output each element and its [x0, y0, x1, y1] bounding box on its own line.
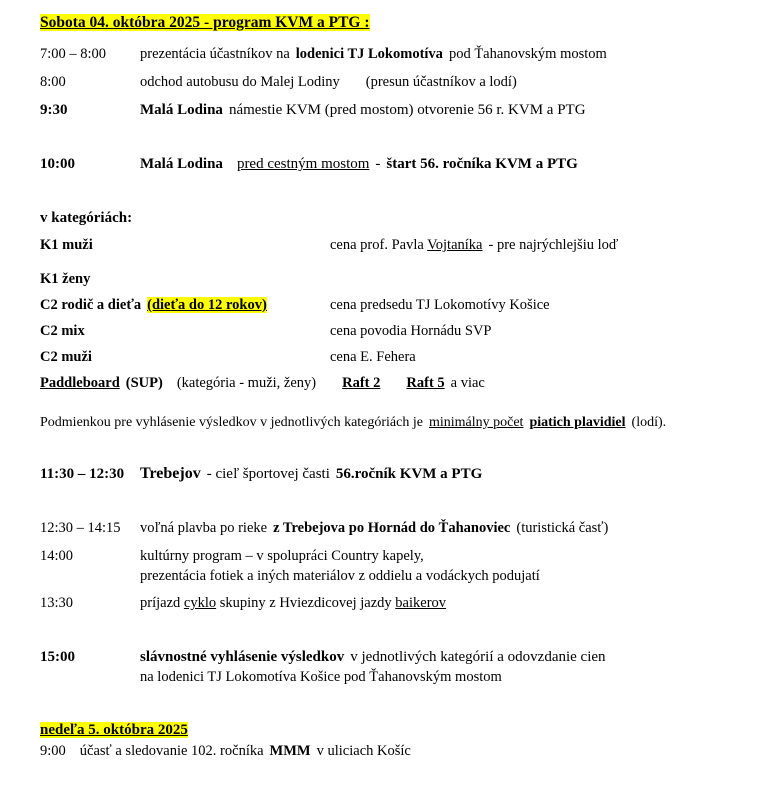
- category-prize-tail: - pre najrýchlejšiu loď: [488, 237, 619, 253]
- start-row: [40, 156, 743, 173]
- category-name: C2 mix: [40, 323, 85, 339]
- condition-tail: (lodí).: [631, 415, 667, 430]
- schedule-desc: [140, 465, 743, 483]
- schedule-row: [40, 74, 743, 91]
- schedule-bold-tail: 56.ročník KVM a PTG: [335, 466, 483, 482]
- schedule-row: [40, 465, 743, 483]
- schedule-desc: [140, 74, 743, 91]
- start-bold-tail: štart 56. ročníka KVM a PTG: [386, 156, 578, 172]
- final-row: [40, 649, 743, 666]
- start-underlined: pred cestným mostom: [236, 156, 370, 172]
- category-row: [40, 349, 743, 366]
- final-line2: na lodenici TJ Lokomotíva Košice pod Ťahanovským mostom: [140, 669, 502, 685]
- raft2-label: Raft 2: [342, 375, 381, 391]
- category-prize-text: cena prof. Pavla Vojtaníka - pre najrýchlejšiu loď: [330, 237, 619, 253]
- schedule-row: [40, 46, 743, 63]
- sunday-row: [40, 743, 743, 760]
- schedule-desc: príjazd cyklo skupiny z Hviezdicovej jazdy baikerov: [140, 595, 447, 611]
- category-prize: cena E. Fehera: [330, 349, 416, 365]
- category-row: [40, 323, 743, 340]
- final-row-continuation: [40, 669, 743, 686]
- schedule-time: 12:30 – 14:15: [40, 520, 121, 536]
- schedule-desc-bold: lodenici TJ Lokomotíva: [295, 46, 443, 62]
- schedule-desc: [140, 46, 743, 63]
- sunday-time: 9:00: [40, 743, 66, 759]
- schedule-time: 11:30 – 12:30: [40, 466, 125, 482]
- schedule-row: [40, 595, 743, 612]
- category-prize: cena povodia Hornádu SVP: [330, 323, 492, 339]
- schedule-desc: prezentácia fotiek a iných materiálov z oddielu a vodáckych podujatí: [140, 568, 540, 584]
- condition-underlined: minimálny počet: [428, 415, 524, 430]
- start-dash: -: [375, 156, 381, 172]
- schedule-desc-post: (turistická časť): [516, 520, 609, 536]
- schedule-desc-post: námestie KVM (pred mostom) otvorenie 56 r. KVM a PTG: [228, 102, 586, 118]
- category-prize: [330, 237, 743, 254]
- sunday-bold: MMM: [269, 743, 311, 759]
- category-row: [40, 237, 743, 254]
- category-row: [40, 297, 743, 314]
- category-name: K1 muži: [40, 237, 93, 253]
- category-prize-underlined: Vojtaníka: [427, 237, 483, 253]
- document-title-text: Sobota 04. októbra 2025 - program KVM a PTG :: [40, 14, 370, 31]
- category-name-highlight: (dieťa do 12 rokov): [147, 297, 267, 313]
- category-row: [40, 271, 743, 288]
- sunday-title-text: nedeľa 5. októbra 2025: [40, 722, 188, 738]
- sunday-title: [40, 722, 743, 739]
- schedule-desc: [140, 520, 743, 537]
- baikerov-underlined: baikerov: [395, 595, 447, 611]
- schedule-time: 8:00: [40, 74, 66, 90]
- category-name: [40, 297, 330, 314]
- category-name: C2 muži: [40, 349, 92, 365]
- paddleboard-label: Paddleboard: [40, 375, 120, 391]
- sunday-desc: [80, 743, 743, 760]
- schedule-desc-bold: Malá Lodina: [140, 102, 223, 118]
- paddleboard-detail: (kategória - muži, ženy): [176, 375, 317, 391]
- sunday-post: v uliciach Košíc: [316, 743, 411, 759]
- categories-heading: v kategóriách:: [40, 210, 133, 226]
- schedule-desc: [140, 102, 743, 119]
- start-desc: [140, 156, 743, 173]
- condition-note: [40, 415, 743, 431]
- final-time: 15:00: [40, 649, 75, 665]
- final-bold: slávnostné vyhlásenie výsledkov: [140, 649, 345, 665]
- condition-bold-underlined: piatich plavidiel: [529, 415, 626, 430]
- schedule-desc: kultúrny program – v spolupráci Country kapely,: [140, 548, 424, 564]
- schedule-desc-post: pod Ťahanovským mostom: [448, 46, 607, 62]
- schedule-desc-post: (presun účastníkov a lodí): [365, 74, 517, 90]
- document-title: [40, 14, 743, 32]
- schedule-time: 7:00 – 8:00: [40, 46, 107, 62]
- final-desc: [140, 649, 743, 666]
- schedule-mid: - cieľ športovej časti: [206, 466, 330, 482]
- schedule-row-continuation: [40, 568, 743, 585]
- schedule-place-bold: Trebejov: [140, 465, 201, 482]
- sunday-pre: účasť a sledovanie 102. ročníka: [79, 743, 264, 759]
- schedule-desc-pre: odchod autobusu do Malej Lodiny: [140, 74, 340, 90]
- schedule-time: 13:30: [40, 595, 74, 611]
- final-tail: v jednotlivých kategórií a odovzdanie cien: [350, 649, 606, 665]
- raft5-label: Raft 5: [406, 375, 445, 391]
- paddleboard-name: [40, 375, 485, 392]
- category-prize: cena predsedu TJ Lokomotívy Košice: [330, 297, 550, 313]
- schedule-desc-bold: z Trebejova po Hornád do Ťahanoviec: [273, 520, 511, 536]
- schedule-row: [40, 548, 743, 565]
- paddleboard-row: [40, 375, 743, 392]
- schedule-desc-pre: voľná plavba po rieke: [140, 520, 268, 536]
- schedule-row: [40, 102, 743, 119]
- schedule-row: [40, 520, 743, 537]
- condition-pre: Podmienkou pre vyhlásenie výsledkov v jednotlivých kategóriách je: [40, 415, 423, 430]
- category-name: K1 ženy: [40, 271, 91, 287]
- schedule-desc-pre: prezentácia účastníkov na: [140, 46, 290, 62]
- paddleboard-sup: (SUP): [125, 375, 163, 391]
- schedule-time: 9:30: [40, 102, 68, 118]
- start-place: Malá Lodina: [140, 156, 223, 172]
- category-name-text: C2 rodič a dieťa: [40, 297, 142, 313]
- start-time: 10:00: [40, 156, 75, 172]
- cyklo-underlined: cyklo: [183, 595, 217, 611]
- raft-tail: a viac: [450, 375, 485, 391]
- schedule-time: 14:00: [40, 548, 74, 564]
